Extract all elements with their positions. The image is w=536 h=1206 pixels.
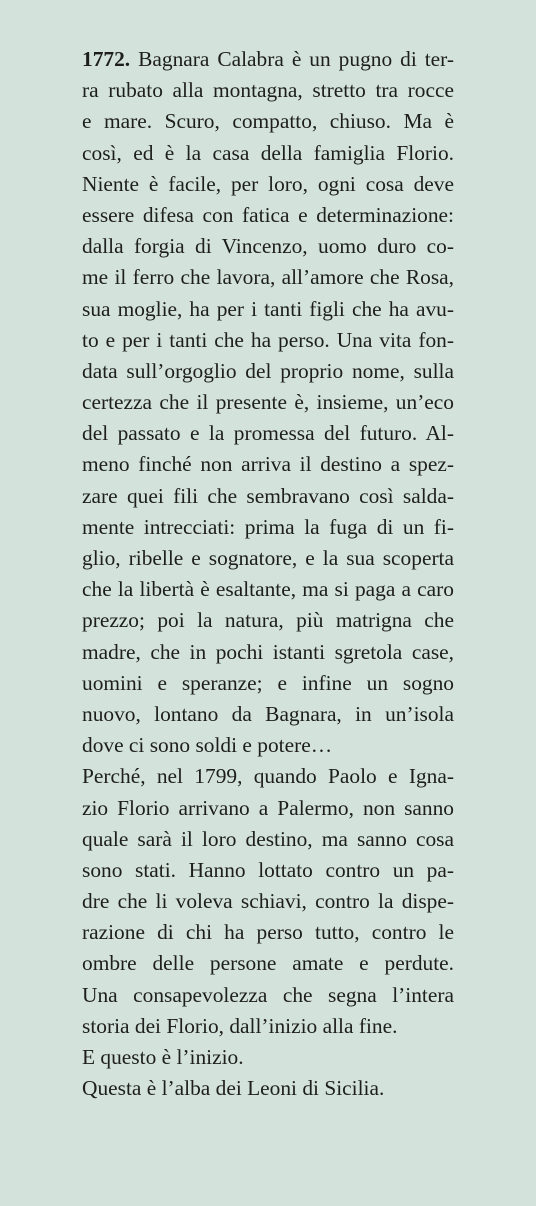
text-line-2: ra rubato alla montagna, stretto tra rocce bbox=[82, 78, 454, 103]
text-line-19: prezzo; poi la natura, più matrigna che bbox=[82, 608, 454, 633]
text-line-27: sono stati. Hanno lottato contro un pa- bbox=[82, 857, 454, 882]
text-line-21: uomini e speranze; e infine un sogno bbox=[82, 670, 454, 695]
text-line-10: to e per i tanti che ha perso. Una vita fon- bbox=[82, 327, 454, 352]
text-line-18: che la libertà è esaltante, ma si paga a caro bbox=[82, 577, 454, 602]
text-line-9: sua moglie, ha per i tanti figli che ha avu- bbox=[82, 296, 454, 321]
text-line-7: dalla forgia di Vincenzo, uomo duro co- bbox=[82, 234, 454, 259]
text-line-29: razione di chi ha perso tutto, contro le bbox=[82, 920, 454, 945]
text-line-28: dre che li voleva schiavi, contro la dispe- bbox=[82, 889, 454, 914]
text-line-25: zio Florio arrivano a Palermo, non sanno bbox=[82, 795, 454, 820]
text-line-4: così, ed è la casa della famiglia Florio. bbox=[82, 140, 454, 165]
text-line-30: ombre delle persone amate e perdute. bbox=[82, 951, 454, 976]
text-line-13: del passato e la promessa del futuro. Al- bbox=[82, 421, 454, 446]
text-line-26: quale sarà il loro destino, ma sanno cosa bbox=[82, 826, 454, 851]
text-line-31: Una consapevolezza che segna l’intera bbox=[82, 982, 454, 1007]
text-line-5: Niente è facile, per loro, ogni cosa deve bbox=[82, 171, 454, 196]
blurb-text bbox=[82, 44, 454, 1104]
year: 1772. bbox=[82, 47, 131, 71]
text-line-1-rest: Bagnara Calabra è un pugno di ter- bbox=[130, 47, 454, 71]
text-line-14: meno finché non arriva il destino a spez- bbox=[82, 452, 454, 477]
text-line-20: madre, che in pochi istanti sgretola case, bbox=[82, 639, 454, 664]
text-line-33: E questo è l’inizio. bbox=[82, 1045, 244, 1069]
text-line-34: Questa è l’alba dei Leoni di Sicilia. bbox=[82, 1076, 385, 1101]
text-line-24: Perché, nel 1799, quando Paolo e Igna- bbox=[82, 764, 454, 789]
text-line-23: dove ci sono soldi e potere… bbox=[82, 733, 333, 758]
text-line-16: mente intrecciati: prima la fuga di un fi- bbox=[82, 514, 454, 539]
text-line-11: data sull’orgoglio del proprio nome, sulla bbox=[82, 358, 454, 383]
text-line-1 bbox=[82, 44, 454, 75]
text-line-17: glio, ribelle e sognatore, e la sua scoperta bbox=[82, 546, 454, 570]
text-line-15: zare quei fili che sembravano così salda- bbox=[82, 483, 454, 508]
text-line-12: certezza che il presente è, insieme, un’eco bbox=[82, 390, 454, 415]
text-line-3: e mare. Scuro, compatto, chiuso. Ma è bbox=[82, 109, 454, 134]
text-line-32: storia dei Florio, dall’inizio alla fine. bbox=[82, 1013, 398, 1038]
text-line-22: nuovo, lontano da Bagnara, in un’isola bbox=[82, 701, 454, 726]
text-line-6: essere difesa con fatica e determinazione: bbox=[82, 202, 454, 227]
text-line-8: me il ferro che lavora, all’amore che Rosa, bbox=[82, 265, 454, 290]
